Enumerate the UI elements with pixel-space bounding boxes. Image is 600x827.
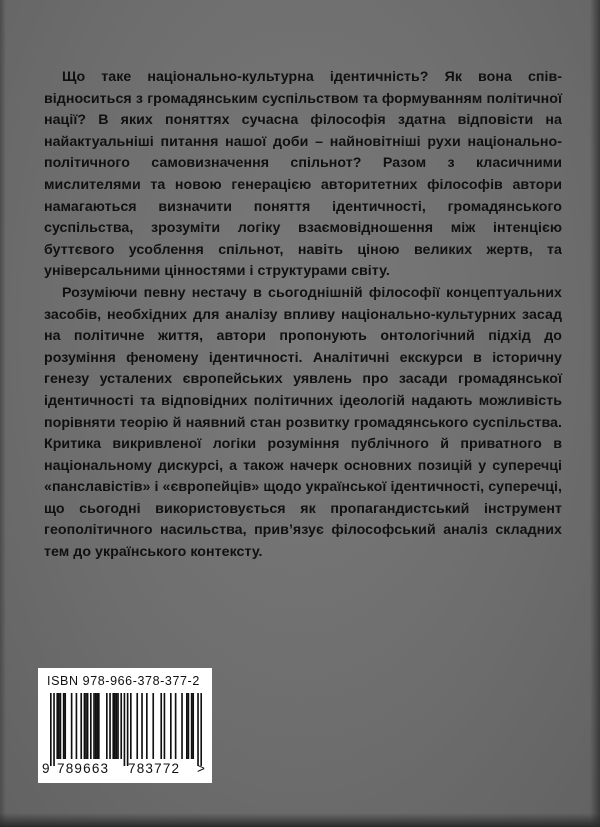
cover-left-edge <box>0 0 6 827</box>
cover-bottom-edge <box>0 813 600 827</box>
barcode-bar <box>141 693 143 759</box>
barcode-first-digit: 9 <box>42 761 50 776</box>
barcode-bar <box>116 693 118 759</box>
barcode-bar <box>164 693 166 759</box>
barcode-arrow: > <box>197 761 205 776</box>
barcode-bar <box>87 693 89 759</box>
barcode-bar <box>197 693 199 766</box>
blurb-paragraph-1: Що таке національно-культурна ідентичність? Як вона співвідноситься з громадянським суспільством та формуванням політичної нації? В яких поняттях сучасна філософія здатна відповісти на найактуальніші питання нашої доби – найновітніші рухи національно-політичного самовизначення спільнот? Разом з класичними мислителями та новою генерацією авторитетних філософів автори намагаються визначити поняття ідентичності, громадянського суспільства, зрозуміти логіку взаємовідношення між інтенцією буттєвого усоблення спільнот, навіть ціною великих жертв, та універсальними цінностями і структурами світу. <box>44 69 562 280</box>
barcode-left-group: 789663 <box>57 761 110 776</box>
barcode-bar <box>112 693 114 759</box>
barcode-bar <box>63 693 65 759</box>
blurb-paragraph-2: Розуміючи певну нестачу в сьогоднішній філософії концептуальних засобів, необхідних для аналізу впливу національно-культурних засад на політичне життя, автори пропонують онтологічний підхід до розуміння феномену ідентичності. Аналітичні екскурси в історичну генезу усталених європейських уявлень про засади громадянської ідентичності та відповідних політичних ідеологій надають можливість порівняти теорію й наявний стан розвитку громадянського суспільства. Критика викривленої логіки розуміння публічного й приватного в національному дискурсі, а також начерк основних позицій у суперечці «панславістів» і «європейців» щодо української ідентичності, суперечці, що сьогодні використовується як пропагандистський інструмент геополітичного насильства, прив’язує філософський аналіз складних тем до українського контексту. <box>44 284 562 561</box>
barcode-bar <box>58 693 60 759</box>
barcode-bar <box>117 693 119 759</box>
barcode-bar <box>130 693 132 759</box>
barcode-bar <box>95 693 97 759</box>
barcode-bar <box>114 693 116 759</box>
cover-right-edge <box>590 0 600 827</box>
isbn-barcode-panel <box>38 668 212 783</box>
barcode-bar <box>71 693 73 759</box>
barcode-bar <box>200 693 202 766</box>
isbn-label: ISBN 978-966-378-377-2 <box>47 674 200 688</box>
barcode-bar <box>160 693 162 759</box>
barcode-bar <box>175 693 177 759</box>
barcode-bar <box>76 693 78 759</box>
barcode-bar <box>124 693 126 766</box>
barcode-bar <box>50 693 52 766</box>
barcode-bar <box>188 693 190 759</box>
blurb-text <box>44 67 562 564</box>
barcode-bar <box>170 693 172 759</box>
barcode-bar <box>80 693 82 759</box>
barcode-bar <box>98 693 100 759</box>
barcode-bar <box>85 693 87 759</box>
barcode-bar <box>127 693 129 766</box>
barcode-bar <box>186 693 188 759</box>
barcode-bar <box>96 693 98 759</box>
barcode-bar <box>84 693 86 759</box>
barcode-bar <box>192 693 194 759</box>
barcode-digits <box>42 761 212 781</box>
barcode-bar <box>152 693 154 759</box>
barcode-bar <box>181 693 183 759</box>
barcode-bar <box>93 693 95 759</box>
barcode-bar <box>53 693 55 766</box>
barcode-bar <box>191 693 193 759</box>
barcode-bar <box>64 693 66 759</box>
barcode-bar <box>106 693 108 759</box>
barcode-bar <box>56 693 58 759</box>
barcode-bar <box>90 693 92 759</box>
barcode-bar <box>120 693 122 759</box>
barcode-bar <box>109 693 111 759</box>
barcode-image <box>50 693 202 766</box>
barcode-bar <box>146 693 148 759</box>
barcode-bar <box>136 693 138 759</box>
barcode-right-group: 783772 <box>128 761 181 776</box>
barcode-bar <box>60 693 62 759</box>
